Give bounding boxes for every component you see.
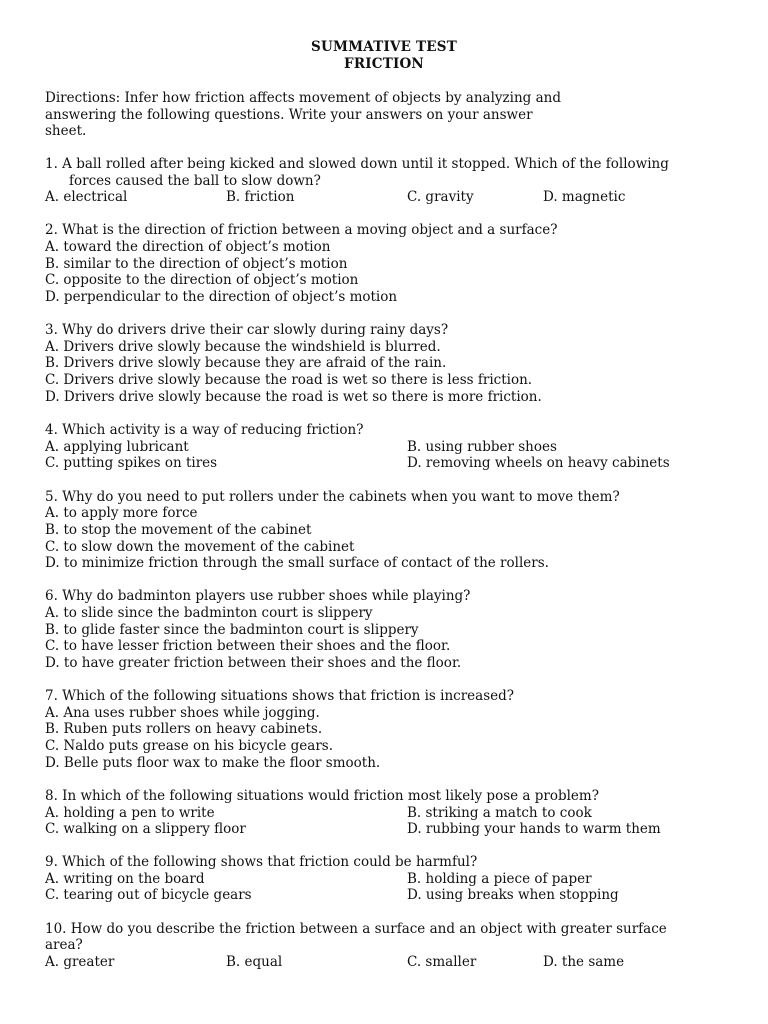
page-title: SUMMATIVE TEST (311, 39, 457, 55)
question-2-stem: 2. What is the direction of friction between a moving object and a surface? (45, 222, 558, 238)
question-2-choice-a: A. toward the direction of object’s motion (45, 239, 331, 255)
question-5-choice-c: C. to slow down the movement of the cabinet (45, 539, 355, 555)
question-5-choice-d: D. to minimize friction through the small surface of contact of the rollers. (45, 555, 549, 571)
directions-line: sheet. (45, 123, 87, 139)
question-4-choice-d: D. removing wheels on heavy cabinets (407, 455, 670, 471)
question-9-choice-c: C. tearing out of bicycle gears (45, 887, 252, 903)
question-10-stem: area? (45, 937, 83, 953)
question-1-choice-a: A. electrical (45, 189, 128, 205)
page-subtitle: FRICTION (344, 56, 424, 72)
question-9-choice-d: D. using breaks when stopping (407, 887, 619, 903)
directions-line: Directions: Infer how friction affects movement of objects by analyzing and (45, 90, 561, 106)
question-10-choice-b: B. equal (226, 954, 283, 970)
question-7-choice-c: C. Naldo puts grease on his bicycle gears. (45, 738, 333, 754)
question-8-choice-d: D. rubbing your hands to warm them (407, 821, 661, 837)
question-9-choice-a: A. writing on the board (45, 871, 205, 887)
question-3-stem: 3. Why do drivers drive their car slowly during rainy days? (45, 322, 449, 338)
question-3-choice-a: A. Drivers drive slowly because the windshield is blurred. (45, 339, 441, 355)
question-1-choice-b: B. friction (226, 189, 295, 205)
question-5-stem: 5. Why do you need to put rollers under the cabinets when you want to move them? (45, 489, 620, 505)
question-5-choice-b: B. to stop the movement of the cabinet (45, 522, 312, 538)
question-1-choice-c: C. gravity (407, 189, 474, 205)
question-3-choice-c: C. Drivers drive slowly because the road is wet so there is less friction. (45, 372, 533, 388)
question-7-choice-a: A. Ana uses rubber shoes while jogging. (45, 705, 320, 721)
question-4-choice-b: B. using rubber shoes (407, 439, 557, 455)
question-7-choice-b: B. Ruben puts rollers on heavy cabinets. (45, 721, 323, 737)
question-2-choice-d: D. perpendicular to the direction of object’s motion (45, 289, 398, 305)
question-8-stem: 8. In which of the following situations would friction most likely pose a problem? (45, 788, 599, 804)
question-3-choice-b: B. Drivers drive slowly because they are afraid of the rain. (45, 355, 447, 371)
question-6-choice-c: C. to have lesser friction between their shoes and the floor. (45, 638, 451, 654)
question-5-choice-a: A. to apply more force (45, 505, 198, 521)
question-7-choice-d: D. Belle puts floor wax to make the floor smooth. (45, 755, 381, 771)
question-8-choice-b: B. striking a match to cook (407, 805, 592, 821)
question-10-choice-d: D. the same (543, 954, 625, 970)
question-10-stem: 10. How do you describe the friction between a surface and an object with greater surface (45, 921, 667, 937)
question-2-choice-b: B. similar to the direction of object’s motion (45, 256, 348, 272)
question-9-choice-b: B. holding a piece of paper (407, 871, 592, 887)
question-8-choice-c: C. walking on a slippery floor (45, 821, 246, 837)
question-6-stem: 6. Why do badminton players use rubber shoes while playing? (45, 588, 471, 604)
question-10-choice-a: A. greater (45, 954, 115, 970)
question-4-choice-c: C. putting spikes on tires (45, 455, 218, 471)
question-6-choice-b: B. to glide faster since the badminton court is slippery (45, 622, 419, 638)
question-6-choice-a: A. to slide since the badminton court is slippery (45, 605, 373, 621)
question-1-stem: 1. A ball rolled after being kicked and slowed down until it stopped. Which of the following (45, 156, 669, 172)
question-6-choice-d: D. to have greater friction between their shoes and the floor. (45, 655, 462, 671)
directions-line: answering the following questions. Write your answers on your answer (45, 107, 533, 123)
question-1-choice-d: D. magnetic (543, 189, 626, 205)
question-4-choice-a: A. applying lubricant (45, 439, 189, 455)
question-3-choice-d: D. Drivers drive slowly because the road is wet so there is more friction. (45, 389, 542, 405)
question-8-choice-a: A. holding a pen to write (45, 805, 215, 821)
question-2-choice-c: C. opposite to the direction of object’s motion (45, 272, 359, 288)
question-10-choice-c: C. smaller (407, 954, 477, 970)
question-1-stem: forces caused the ball to slow down? (69, 173, 321, 189)
question-9-stem: 9. Which of the following shows that friction could be harmful? (45, 854, 478, 870)
question-7-stem: 7. Which of the following situations shows that friction is increased? (45, 688, 514, 704)
question-4-stem: 4. Which activity is a way of reducing friction? (45, 422, 364, 438)
